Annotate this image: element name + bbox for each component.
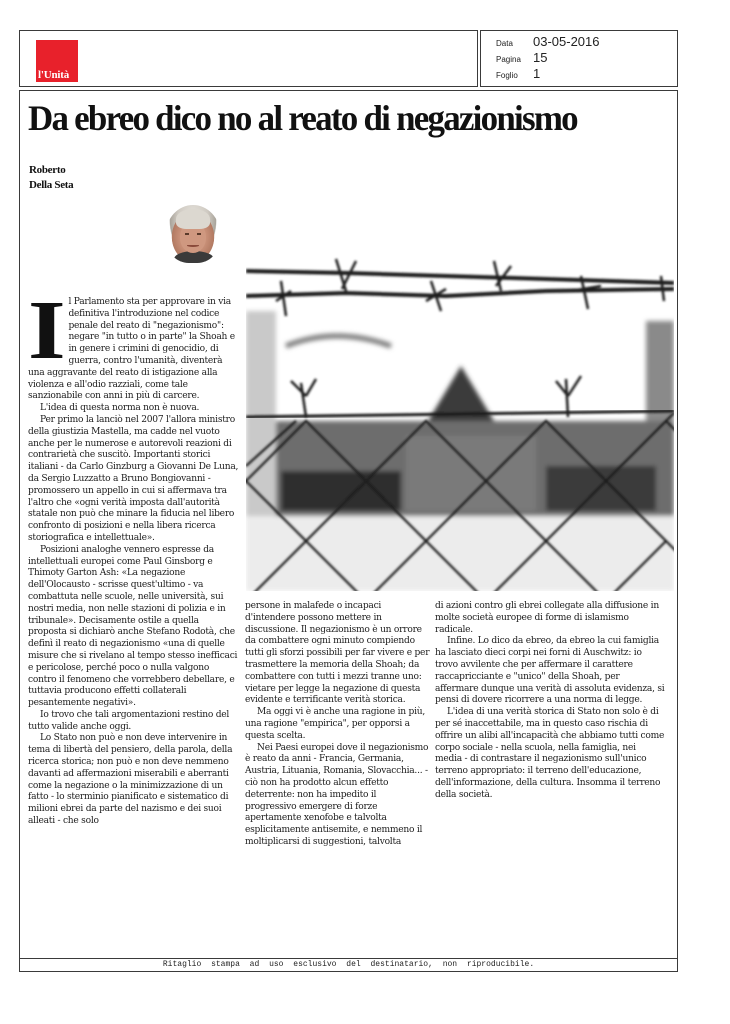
paragraph: Ma oggi vi è anche una ragione in più, una ragione "empirica", per opporsi a questa scelta. [245,707,426,741]
meta-page [496,50,547,65]
date-value: 03-05-2016 [533,34,600,49]
portrait-hair [176,209,210,229]
paragraph: L'idea di una verità storica di Stato non solo è di per sé inaccettabile, ma in questo caso rischia di offrire un alibi all'incapacità che abbiamo tutti come corpo sociale - nella scuola, nella famiglia, nei media - di contrastare il negazionismo sull'unico terreno appropriato: il terreno dell'educazione, dell'informazione, della cultura. Insomma il terreno della società. [435,707,665,800]
sheet-label: Foglio [496,71,518,80]
paragraph: Lo Stato non può e non deve intervenire in tema di libertà del pensiero, della parola, della ricerca storica; non può e non deve nemmeno davanti ad affermazioni miserabili e aberranti come la negazione o la minimizzazione di un fatto - lo sterminio pianificato e sistematico di milioni ebrei da parte del nazismo e dei suoi alleati - che solo [28,733,233,827]
portrait-eyes [185,233,201,235]
page-value: 15 [533,50,548,65]
sheet-value: 1 [533,66,541,81]
portrait-mouth [187,244,199,247]
masthead [19,30,478,87]
article-column-3 [435,601,665,802]
page-label: Pagina [496,55,521,64]
fence-illustration [246,241,674,591]
author-last-name: Della Seta [29,179,74,191]
paragraph: Nei Paesi europei dove il negazionismo è reato da anni - Francia, Germania, Austria, Lituania, Romania, Slovacchia... - ciò non ha prodotto alcun effetto deterrente: non ha impedito il progressivo emergere di forze apertamente xenofobe e talvolta esplicitamente antisemite, e nemmeno il moltiplicarsi di suggestioni, talvolta [245,742,429,847]
logo-text: l'Unità [38,69,69,81]
paragraph: Per primo la lanciò nel 2007 l'allora ministro della giustizia Mastella, ma cadde nel vuoto anche per le numerose e autorevoli reazioni di contrarietà che suscitò. Importanti storici italiani - da Carlo Ginzburg a Giovanni De Luna, da Sergio Luzzatto a Bruno Bongiovanni - promossero un appello in cui si affermava tra l'altro che «ogni verità imposta dall'autorità statale non può che minare la fiducia nel libero confronto di posizioni e nella libera ricerca storiografica e intellettuale». [28,414,239,543]
paragraph: persone in malafede o incapaci d'intendere possono mettere in discussione. Il negazionismo è un orrore da combattere ogni minuto compiendo tutti gli sforzi possibili per far vivere e per trasmettere la memoria della Shoah; da combattere con tutti i mezzi tranne uno: vietare per legge la negazione di questa evidente e terrificante verità storica. [245,601,430,706]
clipping-meta [480,30,678,87]
byline [29,163,73,193]
headline: Da ebreo dico no al reato di negazionismo [28,98,577,138]
date-label: Data [496,39,513,48]
article [19,90,678,959]
footer [19,958,678,972]
author-first-name: Roberto [29,164,66,176]
paragraph: L'idea di questa norma non è nuova. [40,403,200,414]
meta-date [496,34,600,49]
barbed-wire-photo [246,241,674,591]
paragraph: l Parlamento sta per approvare in via definitiva l'introduzione nel codice penale del reato di "negazionismo": negare "in tutto o in parte" la Shoah e in genere i crimini di genocidio, di guerra, contro l'umanità, diventerà una aggravante del reato di istigazione alla violenza e all'odio razziali, come tale sanzionabile con anni in più di carcere. [28,297,235,402]
author-portrait [166,205,220,263]
copyright-notice: Ritaglio stampa ad uso esclusivo del destinatario, non riproducibile. [162,960,535,969]
paragraph: Io trovo che tali argomentazioni restino del tutto valide anche oggi. [28,709,230,732]
meta-sheet [496,66,540,81]
article-column-2 [245,601,430,849]
newspaper-logo [36,40,78,82]
paragraph: Posizioni analoghe vennero espresse da intellettuali europei come Paul Ginsborg e Thimoty Garton Ash: «La negazione dell'Olocausto - scrisse quest'ultimo - va combattuta nelle scuole, nelle università, sui nostri media, non nelle stazioni di polizia e in tribunale». Decisamente ostile a quella proposta si dichiarò anche Stefano Rodotà, che definì il reato di negazionismo «una di quelle misure che si rivelano al tempo stesso inefficaci e pericolose, perché poco o nulla valgono contro il fenomeno che vorrebbero debellare, e tuttavia producono effetti collaterali pesantemente negativi». [28,544,238,709]
paragraph: Infine. Lo dico da ebreo, da ebreo la cui famiglia ha lasciato dieci corpi nei forni di Auschwitz: io trovo avvilente che per affermare il carattere raccapricciante e "unico" della Shoah, per affermare dunque una verità di assoluta evidenza, si pensi di dovere ricorrere a una norma di legge. [435,636,665,706]
paragraph: di azioni contro gli ebrei collegate alla diffusione in molte società europee di forme di islamismo radicale. [435,601,659,635]
article-column-1 [28,284,239,828]
dropcap: I [28,284,66,377]
